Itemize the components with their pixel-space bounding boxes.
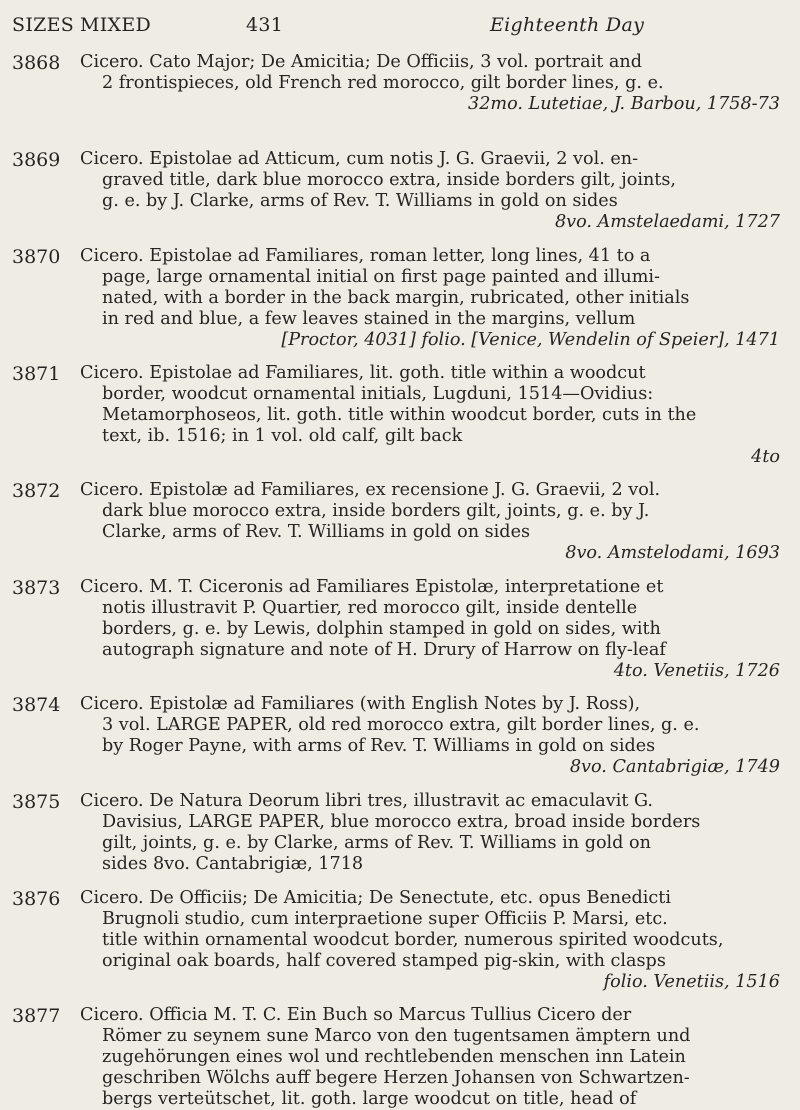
description-line: Cicero. Cato Major; De Amicitia; De Officiis, 3 vol. portrait and <box>80 52 642 72</box>
page-number: 431 <box>246 14 284 36</box>
description-line: Brugnoli studio, cum interpraetione super Officiis P. Marsi, etc. <box>102 909 668 929</box>
format-imprint: 4to <box>751 447 780 467</box>
description-line: Cicero. Epistolae ad Familiares, roman letter, long lines, 41 to a <box>80 246 651 266</box>
lot-entry <box>0 246 800 363</box>
lot-number: 3875 <box>12 791 61 813</box>
description-line: geschriben Wölchs auff begere Herzen Johansen von Schwartzen- <box>102 1068 690 1088</box>
description-line: nated, with a border in the back margin, rubricated, other initials <box>102 288 690 308</box>
description-line: border, woodcut ornamental initials, Lugduni, 1514—Ovidius: <box>102 384 654 404</box>
lot-description <box>80 791 780 875</box>
format-imprint: 8vo. Amstelodami, 1693 <box>565 543 780 563</box>
lot-entry <box>0 791 800 888</box>
description-line: Clarke, arms of Rev. T. Williams in gold on sides <box>102 522 531 542</box>
lot-entry <box>0 149 800 246</box>
header-sizes: SIZES <box>12 14 75 36</box>
lot-entry <box>0 480 800 577</box>
lot-entry <box>0 363 800 480</box>
description-line: graved title, dark blue morocco extra, inside borders gilt, joints, <box>102 170 676 190</box>
format-imprint: 8vo. Cantabrigiæ, 1749 <box>569 757 780 777</box>
description-line: Cicero. De Officiis; De Amicitia; De Senectute, etc. opus Benedicti <box>80 888 671 908</box>
lot-description <box>80 480 780 564</box>
description-line: Davisius, LARGE PAPER, blue morocco extra, broad inside borders <box>102 812 701 832</box>
description-line: zugehörungen eines wol und rechtlebenden menschen inn Latein <box>102 1047 686 1067</box>
page-header <box>0 10 800 40</box>
lot-description <box>80 577 780 682</box>
description-line: g. e. by J. Clarke, arms of Rev. T. Williams in gold on sides <box>102 191 618 211</box>
description-line: by Roger Payne, with arms of Rev. T. Williams in gold on sides <box>102 736 656 756</box>
lot-entry <box>0 577 800 694</box>
lot-number: 3876 <box>12 888 61 910</box>
format-imprint: 8vo. Amstelaedami, 1727 <box>554 212 780 232</box>
lot-description <box>80 363 780 468</box>
format-imprint: folio. Venetiis, 1516 <box>603 972 780 992</box>
header-mixed: MIXED <box>80 14 152 36</box>
lot-number: 3871 <box>12 363 61 385</box>
lot-description <box>80 694 780 778</box>
description-line: title within ornamental woodcut border, numerous spirited woodcuts, <box>102 930 724 950</box>
lot-description <box>80 149 780 233</box>
description-line: Cicero. Epistolæ ad Familiares (with English Notes by J. Ross), <box>80 694 641 714</box>
description-line: autograph signature and note of H. Drury of Harrow on fly-leaf <box>102 640 666 660</box>
description-line: Cicero. Epistolæ ad Familiares, ex recensione J. G. Graevii, 2 vol. <box>80 480 661 500</box>
description-line: bergs verteütschet, lit. goth. large woodcut on title, head of <box>102 1089 637 1109</box>
description-line: Cicero. Epistolae ad Atticum, cum notis J. G. Graevii, 2 vol. en- <box>80 149 639 169</box>
lot-description <box>80 888 780 993</box>
lot-description <box>80 1005 780 1110</box>
lot-number: 3874 <box>12 694 61 716</box>
lot-entry <box>0 888 800 1005</box>
lot-number: 3870 <box>12 246 61 268</box>
lot-description <box>80 52 780 115</box>
description-line: Metamorphoseos, lit. goth. title within woodcut border, cuts in the <box>102 405 697 425</box>
description-line: original oak boards, half covered stamped pig-skin, with clasps <box>102 951 666 971</box>
lot-number: 3873 <box>12 577 61 599</box>
description-line: page, large ornamental initial on first page painted and illumi- <box>102 267 660 287</box>
description-line: Cicero. De Natura Deorum libri tres, illustravit ac emaculavit G. <box>80 791 654 811</box>
description-line: sides 8vo. Cantabrigiæ, 1718 <box>102 854 364 874</box>
description-line: 2 frontispieces, old French red morocco, gilt border lines, g. e. <box>102 73 664 93</box>
description-line: 3 vol. LARGE PAPER, old red morocco extra, gilt border lines, g. e. <box>102 715 700 735</box>
lot-number: 3868 <box>12 52 61 74</box>
description-line: Cicero. Officia M. T. C. Ein Buch so Marcus Tullius Cicero der <box>80 1005 632 1025</box>
format-imprint: [Proctor, 4031] folio. [Venice, Wendelin of Speier], 1471 <box>281 330 780 350</box>
lot-description <box>80 246 780 351</box>
format-imprint: 32mo. Lutetiae, J. Barbou, 1758-73 <box>468 94 780 114</box>
description-line: Römer zu seynem sune Marco von den tugentsamen ämptern und <box>102 1026 691 1046</box>
lot-number: 3877 <box>12 1005 61 1027</box>
lot-number: 3872 <box>12 480 61 502</box>
description-line: Cicero. M. T. Ciceronis ad Familiares Epistolæ, interpretatione et <box>80 577 664 597</box>
running-title: Eighteenth Day <box>490 14 645 36</box>
format-imprint: 4to. Venetiis, 1726 <box>613 661 780 681</box>
description-line: notis illustravit P. Quartier, red morocco gilt, inside dentelle <box>102 598 638 618</box>
description-line: dark blue morocco extra, inside borders gilt, joints, g. e. by J. <box>102 501 650 521</box>
description-line: borders, g. e. by Lewis, dolphin stamped in gold on sides, with <box>102 619 661 639</box>
lot-entry <box>0 694 800 791</box>
description-line: Cicero. Epistolae ad Familiares, lit. goth. title within a woodcut <box>80 363 646 383</box>
lot-entries <box>0 52 800 1109</box>
lot-number: 3869 <box>12 149 61 171</box>
description-line: in red and blue, a few leaves stained in the margins, vellum <box>102 309 636 329</box>
lot-entry <box>0 52 800 149</box>
description-line: gilt, joints, g. e. by Clarke, arms of Rev. T. Williams in gold on <box>102 833 651 853</box>
lot-entry <box>0 1005 800 1109</box>
description-line: text, ib. 1516; in 1 vol. old calf, gilt back <box>102 426 463 446</box>
